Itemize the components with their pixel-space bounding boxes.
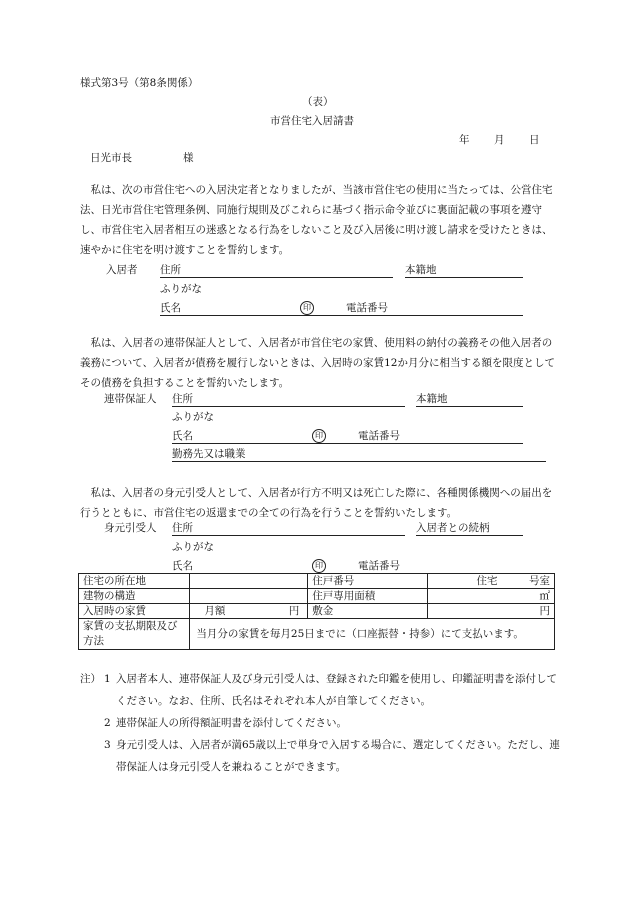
custodian-role-label: 身元引受人 xyxy=(104,522,157,534)
note-text: 連帯保証人の所得額証明書を添付してください。 xyxy=(116,717,347,729)
note-item xyxy=(80,712,560,734)
tenant-seal-icon: 印 xyxy=(300,301,314,315)
custodian-seal-icon: 印 xyxy=(312,559,326,573)
guarantor-domicile-label: 本籍地 xyxy=(416,393,448,405)
guarantor-address-label: 住所 xyxy=(172,393,193,405)
note-number: 3 xyxy=(104,739,111,751)
tenant-name-line[interactable] xyxy=(160,315,523,316)
rent-monthly-label: 月額 xyxy=(204,605,226,617)
rent-value[interactable] xyxy=(190,604,308,619)
note-item xyxy=(80,668,560,712)
note-text: 入居者本人、連帯保証人及び身元引受人は、登録された印鑑を使用し、印鑑証明書を添付してください。なお、住所、氏名はそれぞれ本人が自筆してください。 xyxy=(116,673,557,707)
unit-number-label: 住戸番号 xyxy=(308,574,428,589)
guarantor-pledge: 私は、入居者の連帯保証人として、入居者が市営住宅の家賃、使用料の納付の義務その他入居者の義務について、入居者が債務を履行しないときは、入居時の家賃12か月分に相当する額を限度としてその債務を負担することを誓約いたします。 xyxy=(80,337,555,389)
guarantor-name-label: 氏名 xyxy=(172,430,193,442)
unit-number-value[interactable]: 住宅 号室 xyxy=(428,574,555,589)
tenant-address-label: 住所 xyxy=(160,264,181,276)
note-number: 1 xyxy=(104,673,111,685)
deposit-value[interactable]: 円 xyxy=(428,604,555,619)
date-day-label: 日 xyxy=(529,134,540,146)
custodian-pledge: 私は、入居者の身元引受人として、入居者が行方不明又は死亡した際に、各種関係機関への届出を行うとともに、市営住宅の返還までの全ての行為を行うことを誓約いたします。 xyxy=(80,487,553,519)
guarantor-domicile-line[interactable] xyxy=(416,406,523,407)
guarantor-role-label: 連帯保証人 xyxy=(104,393,157,405)
payment-text: 当月分の家賃を毎月25日までに（口座振替・持参）にて支払います。 xyxy=(190,619,555,650)
deposit-label: 敷金 xyxy=(308,604,428,619)
date-year-label: 年 xyxy=(459,134,470,146)
housing-info-table xyxy=(78,573,555,650)
payment-label: 家賃の支払期限及び方法 xyxy=(79,619,190,650)
guarantor-workplace-label: 勤務先又は職業 xyxy=(172,448,246,460)
guarantor-furigana-label: ふりがな xyxy=(172,411,214,423)
side-label: （表） xyxy=(302,96,334,108)
guarantor-seal-icon: 印 xyxy=(312,429,326,443)
date-month-label: 月 xyxy=(494,134,505,146)
tenant-name-label: 氏名 xyxy=(160,302,181,314)
structure-value[interactable] xyxy=(190,589,308,604)
tenant-phone-label: 電話番号 xyxy=(346,302,388,314)
custodian-name-label: 氏名 xyxy=(172,560,193,572)
custodian-relation-line[interactable] xyxy=(416,535,523,536)
custodian-address-line[interactable] xyxy=(172,535,405,536)
table-row xyxy=(79,574,555,589)
guarantor-workplace-line[interactable] xyxy=(172,461,546,462)
table-row xyxy=(79,589,555,604)
custodian-relation-label: 入居者との続柄 xyxy=(416,522,490,534)
rent-label: 入居時の家賃 xyxy=(79,604,190,619)
tenant-furigana-label: ふりがな xyxy=(160,283,202,295)
notes-label: 注） xyxy=(80,673,101,685)
note-number: 2 xyxy=(104,717,111,729)
addressee: 日光市長 xyxy=(90,152,132,164)
location-value[interactable] xyxy=(190,574,308,589)
tenant-role-label: 入居者 xyxy=(106,264,138,276)
tenant-domicile-label: 本籍地 xyxy=(405,264,437,276)
guarantor-phone-label: 電話番号 xyxy=(358,430,400,442)
custodian-phone-label: 電話番号 xyxy=(358,560,400,572)
page-title: 市営住宅入居請書 xyxy=(270,115,354,127)
area-value[interactable]: ㎡ xyxy=(428,589,555,604)
area-label: 住戸専用面積 xyxy=(308,589,428,604)
guarantor-name-line[interactable] xyxy=(172,443,523,444)
guarantor-address-line[interactable] xyxy=(172,406,405,407)
notes-section xyxy=(80,668,560,778)
table-row xyxy=(79,604,555,619)
structure-label: 建物の構造 xyxy=(79,589,190,604)
note-text: 身元引受人は、入居者が満65歳以上で単身で入居する場合に、選定してください。ただし、連帯保証人は身元引受人を兼ねることができます。 xyxy=(116,739,560,773)
custodian-furigana-label: ふりがな xyxy=(172,541,214,553)
honorific: 様 xyxy=(183,152,194,164)
custodian-address-label: 住所 xyxy=(172,522,193,534)
rent-unit: 円 xyxy=(288,605,300,617)
tenant-domicile-line[interactable] xyxy=(405,277,523,278)
note-item xyxy=(80,734,560,778)
location-label: 住宅の所在地 xyxy=(79,574,190,589)
table-row xyxy=(79,619,555,650)
tenant-address-line[interactable] xyxy=(160,277,393,278)
form-number: 様式第3号（第8条関係） xyxy=(80,77,199,89)
tenant-pledge: 私は、次の市営住宅への入居決定者となりましたが、当該市営住宅の使用に当たっては、公営住宅法、日光市営住宅管理条例、同施行規則及びこれらに基づく指示命令並びに裏面記載の事項を遵守し、市営住宅入居者相互の迷惑となる行為をしないこと及び入居後に明け渡し請求を受けたときは、速やかに住宅を明け渡すことを誓約します。 xyxy=(80,184,553,256)
